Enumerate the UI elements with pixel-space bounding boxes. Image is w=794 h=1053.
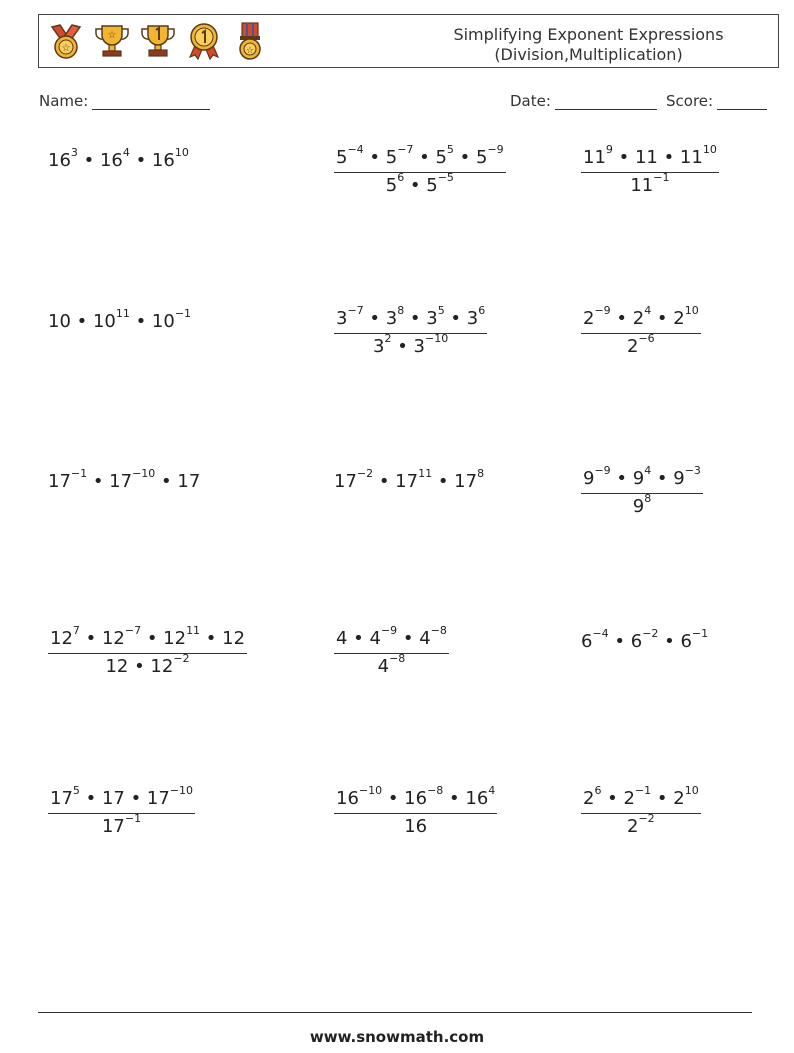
medal-ribbon-icon [43, 18, 89, 64]
name-field [39, 92, 210, 110]
problem-3: $\frac{11^9 • 11 • 11^{10}}{11^{-1}}$ [583, 143, 717, 196]
trophy-star-icon [89, 18, 135, 64]
name-blank[interactable] [92, 92, 210, 110]
trophy-number-one-icon [135, 18, 181, 64]
problem-11: $\frac{4 • 4^{-9} • 4^{-8}}{4^{-8}}$ [336, 624, 447, 677]
name-label: Name: [39, 92, 89, 110]
problem-5: $\frac{3^{-7} • 3^8 • 3^5 • 3^6}{3^2 • 3^{-10}}$ [336, 304, 486, 357]
date-field [510, 92, 657, 110]
svg-text:☆: ☆ [245, 46, 255, 56]
score-field [666, 92, 767, 110]
problem-9: $\frac{9^{-9} • 9^4 • 9^{-3}}{9^8}$ [583, 464, 701, 517]
problem-7: $17^{-1}$ • $17^{-10}$ • 17 [48, 467, 201, 492]
rosette-number-one-icon [181, 18, 227, 64]
svg-text:☆: ☆ [61, 43, 71, 54]
header-icons [39, 15, 273, 67]
worksheet-title [399, 25, 778, 65]
problem-1: $16^3$ • $16^4$ • $16^{10}$ [48, 146, 189, 171]
footer-url[interactable]: www.snowmath.com [309, 1028, 485, 1046]
problem-2: $\frac{5^{-4} • 5^{-7} • 5^5 • 5^{-9}}{5^6 • 5^{-5}}$ [336, 143, 504, 196]
problem-8: $17^{-2}$ • $17^{11}$ • $17^8$ [334, 467, 485, 492]
title-line-1: Simplifying Exponent Expressions [453, 25, 724, 44]
problem-4: 10 • $10^{11}$ • $10^{-1}$ [48, 307, 192, 332]
problem-10: $\frac{12^7 • 12^{-7} • 12^{11} • 12}{12 • 12^{-2}}$ [50, 624, 246, 677]
worksheet-header [38, 14, 779, 68]
date-label: Date: [510, 92, 551, 110]
title-line-2: (Division,Multiplication) [494, 45, 683, 64]
problem-12: $6^{-4}$ • $6^{-2}$ • $6^{-1}$ [581, 627, 709, 652]
score-blank[interactable] [717, 92, 767, 110]
problem-14: $\frac{16^{-10} • 16^{-8} • 16^4}{16}$ [336, 784, 496, 837]
score-label: Score: [666, 92, 714, 110]
medal-star-icon [227, 18, 273, 64]
svg-text:☆: ☆ [107, 30, 117, 41]
problem-13: $\frac{17^5 • 17 • 17^{-10}}{17^{-1}}$ [50, 784, 194, 837]
problem-15: $\frac{2^6 • 2^{-1} • 2^{10}}{2^{-2}}$ [583, 784, 699, 837]
problem-6: $\frac{2^{-9} • 2^4 • 2^{10}}{2^{-6}}$ [583, 304, 699, 357]
date-blank[interactable] [555, 92, 657, 110]
footer-divider [38, 1012, 752, 1013]
